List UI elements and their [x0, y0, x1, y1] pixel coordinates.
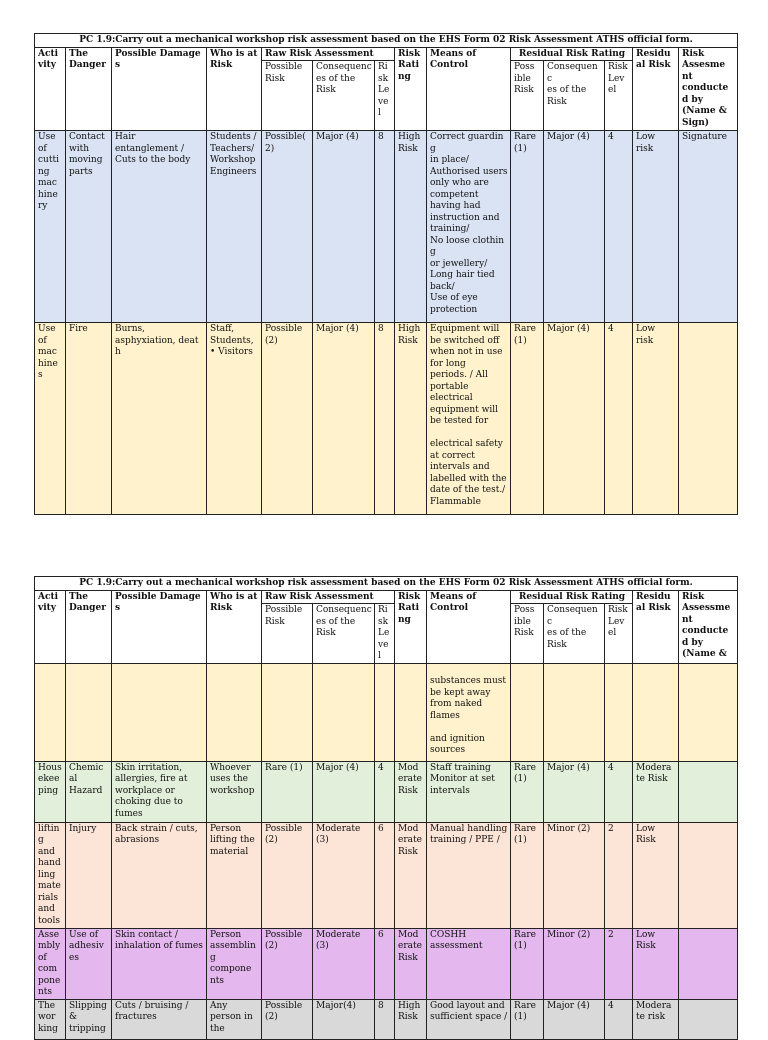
cell-who-at-risk [207, 663, 262, 761]
cell-activity: The wor king [35, 999, 66, 1039]
cell-danger: Use of adhesiv es [66, 928, 112, 999]
cell-consequence: Major (4) [313, 323, 375, 515]
table-row [35, 131, 738, 323]
cell-who-at-risk: Person assemblin g compone nts [207, 928, 262, 999]
cell-possible-damages: Burns, asphyxiation, death [112, 323, 207, 515]
cell-residual-possible: Rare (1) [511, 323, 544, 515]
cell-possible-risk: Rare (1) [262, 761, 313, 822]
subheader-risk-level: Ri sk Le ve l [375, 61, 395, 131]
header-danger: The Danger [66, 47, 112, 131]
table-row [35, 999, 738, 1039]
cell-residual-risk: Low Risk [633, 928, 679, 999]
cell-risk-level: 8 [375, 999, 395, 1039]
header-possible-damages: Possible Damages [112, 47, 207, 131]
cell-risk-rating: High Risk [395, 999, 427, 1039]
header-who-at-risk: Who is at Risk [207, 590, 262, 663]
cell-residual-level: 4 [605, 131, 633, 323]
cell-means-of-control: substances must be kept away from naked flames and ignition sources [427, 663, 511, 761]
cell-conducted-by [679, 323, 738, 515]
subheader-possible-risk: Possible Risk [262, 61, 313, 131]
header-activity: Acti vity [35, 47, 66, 131]
cell-possible-risk: Possible (2) [262, 999, 313, 1039]
cell-residual-risk [633, 663, 679, 761]
cell-possible-risk: Possible( 2) [262, 131, 313, 323]
cell-possible-damages: Back strain / cuts, abrasions [112, 822, 207, 928]
cell-residual-risk: Low risk [633, 131, 679, 323]
cell-conducted-by [679, 663, 738, 761]
cell-possible-damages [112, 663, 207, 761]
table-title: PC 1.9:Carry out a mechanical workshop risk assessment based on the EHS Form 02 Risk Assessment ATHS official form. [35, 577, 738, 591]
cell-means-of-control: Equipment will be switched off when not in use for long periods. / All portable electrical equipment will be tested for electrical safety at correct intervals and labelled with the date of the test./ Flammable [427, 323, 511, 515]
table-row [35, 323, 738, 515]
cell-risk-rating: Mod erate Risk [395, 822, 427, 928]
cell-danger: Contact with moving parts [66, 131, 112, 323]
cell-who-at-risk: Person lifting the material [207, 822, 262, 928]
header-activity: Acti vity [35, 590, 66, 663]
cell-risk-level: 4 [375, 761, 395, 822]
subheader-residual-possible-risk: Poss ible Risk [511, 604, 544, 664]
cell-possible-damages: Skin irritation, allergies, fire at workplace or choking due to fumes [112, 761, 207, 822]
cell-danger: Fire [66, 323, 112, 515]
cell-danger: Slipping & tripping [66, 999, 112, 1039]
cell-residual-risk: Low Risk [633, 822, 679, 928]
cell-means-of-control: Correct guarding in place/ Authorised users only who are competent having had instruction and training/ No loose clothing or jewellery/ Long hair tied back/ Use of eye protection [427, 131, 511, 323]
header-conducted-by: Risk Assessme nt conducte d by (Name & [679, 590, 738, 663]
subheader-residual-consequences: Consequenc es of the Risk [544, 61, 605, 131]
cell-residual-risk: Low risk [633, 323, 679, 515]
header-conducted-by: Risk Assesme nt conducte d by (Name & Sign) [679, 47, 738, 131]
cell-activity: Use of cutti ng mac hine ry [35, 131, 66, 323]
cell-risk-level: 6 [375, 928, 395, 999]
cell-residual-consequence: Major (4) [544, 999, 605, 1039]
subheader-residual-risk-level: Risk Lev el [605, 61, 633, 131]
header-possible-damages: Possible Damages [112, 590, 207, 663]
cell-who-at-risk: Any person in the [207, 999, 262, 1039]
cell-consequence: Major (4) [313, 131, 375, 323]
cell-who-at-risk: Staff, Students, • Visitors [207, 323, 262, 515]
cell-risk-level: 8 [375, 131, 395, 323]
cell-consequence: Moderate (3) [313, 928, 375, 999]
cell-consequence: Major (4) [313, 761, 375, 822]
cell-means-of-control: Staff training Monitor at set intervals [427, 761, 511, 822]
subheader-residual-possible-risk: Poss ible Risk [511, 61, 544, 131]
cell-means-of-control: Good layout and sufficient space / [427, 999, 511, 1039]
table-row [35, 928, 738, 999]
cell-possible-risk: Possible (2) [262, 822, 313, 928]
cell-possible-damages: Cuts / bruising / fractures [112, 999, 207, 1039]
cell-residual-level: 4 [605, 323, 633, 515]
cell-residual-possible [511, 663, 544, 761]
cell-residual-level: 4 [605, 999, 633, 1039]
header-means-of-control: Means of Control [427, 47, 511, 131]
cell-residual-consequence: Minor (2) [544, 822, 605, 928]
cell-risk-rating: Mod erate Risk [395, 928, 427, 999]
cell-conducted-by [679, 761, 738, 822]
cell-consequence [313, 663, 375, 761]
cell-activity: Asse mbly of com pone nts [35, 928, 66, 999]
cell-possible-risk: Possible (2) [262, 323, 313, 515]
cell-conducted-by: Signature [679, 131, 738, 323]
cell-residual-consequence: Major (4) [544, 131, 605, 323]
cell-residual-level: 4 [605, 761, 633, 822]
cell-means-of-control: Manual handling training / PPE / [427, 822, 511, 928]
cell-residual-possible: Rare (1) [511, 822, 544, 928]
risk-table-2 [34, 576, 738, 1040]
header-residual-risk-rating: Residual Risk Rating [511, 47, 633, 61]
header-who-at-risk: Who is at Risk [207, 47, 262, 131]
cell-possible-risk [262, 663, 313, 761]
cell-residual-consequence: Major (4) [544, 761, 605, 822]
subheader-consequences: Consequenc es of the Risk [313, 604, 375, 664]
table-row [35, 761, 738, 822]
cell-who-at-risk: Students / Teachers/ Workshop Engineers [207, 131, 262, 323]
subheader-residual-consequences: Consequenc es of the Risk [544, 604, 605, 664]
subheader-consequences: Consequenc es of the Risk [313, 61, 375, 131]
table-title: PC 1.9:Carry out a mechanical workshop risk assessment based on the EHS Form 02 Risk Assessment ATHS official form. [35, 34, 738, 48]
cell-who-at-risk: Whoever uses the workshop [207, 761, 262, 822]
cell-danger [66, 663, 112, 761]
subheader-possible-risk: Possible Risk [262, 604, 313, 664]
cell-risk-rating: Mod erate Risk [395, 761, 427, 822]
cell-danger: Injury [66, 822, 112, 928]
subheader-risk-level: Ri sk Le ve l [375, 604, 395, 664]
cell-conducted-by [679, 928, 738, 999]
header-raw-risk-assessment: Raw Risk Assessment [262, 47, 395, 61]
cell-activity: Use of mac hine s [35, 323, 66, 515]
cell-residual-level [605, 663, 633, 761]
header-raw-risk-assessment: Raw Risk Assessment [262, 590, 395, 604]
header-risk-rating: Risk Rati ng [395, 47, 427, 131]
header-danger: The Danger [66, 590, 112, 663]
cell-consequence: Major(4) [313, 999, 375, 1039]
header-residual-risk: Residu al Risk [633, 47, 679, 131]
cell-activity [35, 663, 66, 761]
cell-consequence: Moderate (3) [313, 822, 375, 928]
risk-table-1 [34, 33, 738, 515]
table-row [35, 663, 738, 761]
cell-residual-level: 2 [605, 822, 633, 928]
cell-risk-level: 8 [375, 323, 395, 515]
cell-residual-possible: Rare (1) [511, 999, 544, 1039]
header-residual-risk-rating: Residual Risk Rating [511, 590, 633, 604]
cell-residual-possible: Rare (1) [511, 928, 544, 999]
cell-possible-damages: Skin contact / inhalation of fumes [112, 928, 207, 999]
cell-risk-rating: High Risk [395, 323, 427, 515]
cell-residual-level: 2 [605, 928, 633, 999]
cell-residual-risk: Modera te Risk [633, 761, 679, 822]
cell-risk-level [375, 663, 395, 761]
cell-residual-consequence [544, 663, 605, 761]
cell-conducted-by [679, 999, 738, 1039]
header-risk-rating: Risk Rati ng [395, 590, 427, 663]
cell-risk-rating: High Risk [395, 131, 427, 323]
cell-activity: liftin g and hand ling mate rials and tools [35, 822, 66, 928]
table-row [35, 822, 738, 928]
cell-possible-damages: Hair entanglement / Cuts to the body [112, 131, 207, 323]
cell-residual-consequence: Minor (2) [544, 928, 605, 999]
cell-residual-consequence: Major (4) [544, 323, 605, 515]
cell-activity: Hous ekee ping [35, 761, 66, 822]
subheader-residual-risk-level: Risk Lev el [605, 604, 633, 664]
header-residual-risk: Residu al Risk [633, 590, 679, 663]
cell-conducted-by [679, 822, 738, 928]
cell-risk-level: 6 [375, 822, 395, 928]
cell-risk-rating [395, 663, 427, 761]
cell-residual-possible: Rare (1) [511, 761, 544, 822]
cell-means-of-control: COSHH assessment [427, 928, 511, 999]
cell-residual-risk: Modera te risk [633, 999, 679, 1039]
header-means-of-control: Means of Control [427, 590, 511, 663]
cell-possible-risk: Possible (2) [262, 928, 313, 999]
cell-residual-possible: Rare (1) [511, 131, 544, 323]
cell-danger: Chemic al Hazard [66, 761, 112, 822]
